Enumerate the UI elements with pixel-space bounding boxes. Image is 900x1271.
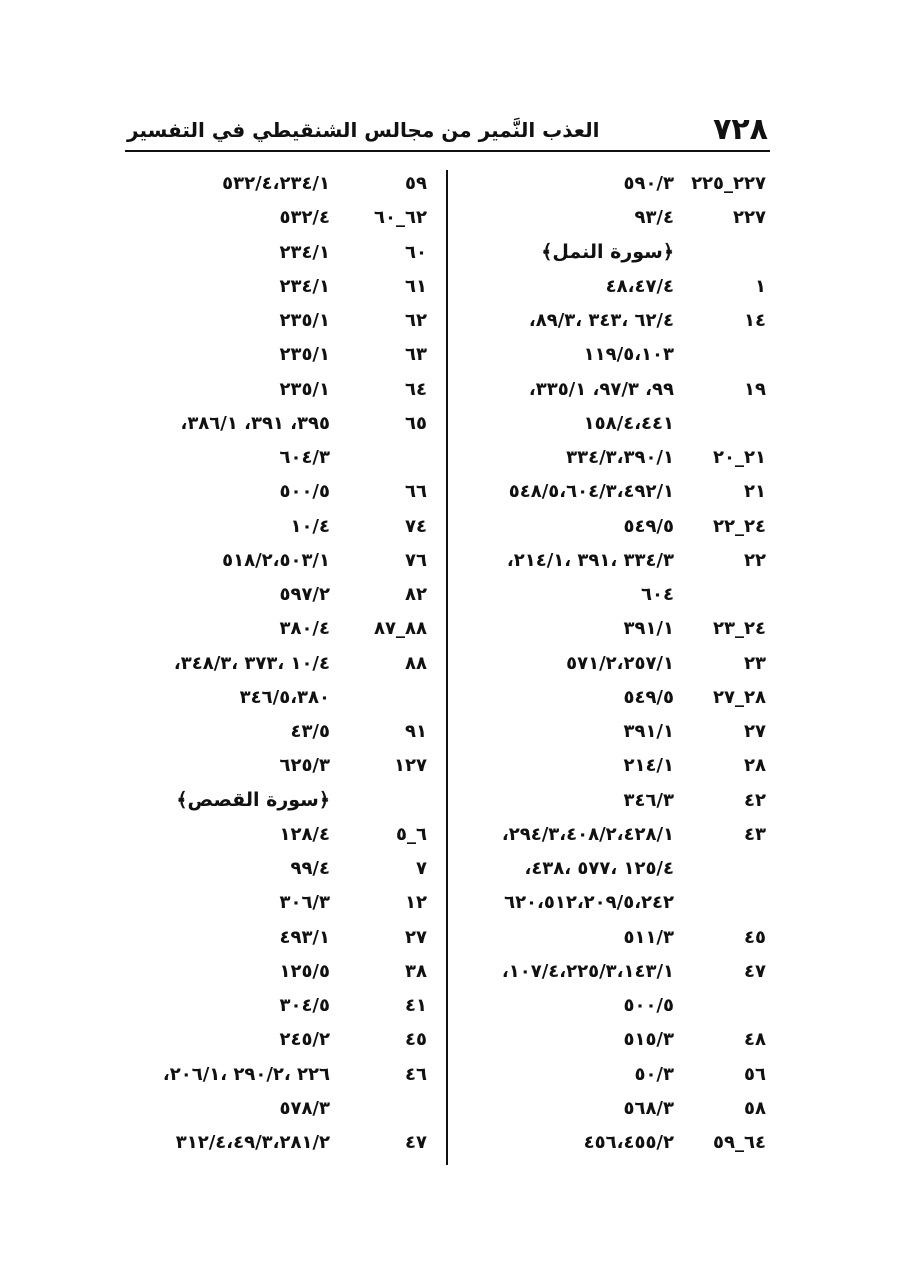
page-reference: ٦٢٠،٥١٢،٢٠٩/٥،٢٤٢: [504, 892, 674, 914]
verse-number: ٢٢٧_٢٢٥: [691, 173, 766, 194]
page-reference: ٤٨،٤٧/٤: [605, 275, 674, 297]
page-reference: ٢٤٥/٢: [279, 1029, 330, 1051]
page-reference: ١٢٥/٤ ،٥٧٧ ،٤٣٨،: [524, 858, 674, 879]
page-reference: ٦٠٤/٣: [279, 447, 330, 468]
index-row: [460, 1128, 770, 1162]
index-row: [460, 238, 770, 272]
page-reference: ٥٧٨/٣: [279, 1097, 330, 1119]
verse-number: ٢٣: [744, 652, 766, 674]
index-row: [460, 443, 770, 477]
page-reference: ٥٧١/٢،٢٥٧/١: [566, 652, 674, 674]
running-header: [125, 110, 770, 150]
page-number: ٧٢٨: [713, 112, 768, 147]
verse-number: ٥٦: [744, 1063, 766, 1085]
page-reference: ٩٩، ٩٧/٣، ٣٣٥/١،: [528, 378, 674, 400]
verse-number: ١٢٧: [394, 755, 427, 777]
index-row: [460, 888, 770, 922]
index-row: [120, 786, 435, 820]
page-reference: ٣١٢/٤،٤٩/٣،٢٨١/٢: [175, 1132, 330, 1153]
page-reference: ٢٣٥/١: [279, 344, 330, 366]
verse-number: ٢٢٧: [733, 207, 766, 229]
page-reference: ٥٤٩/٥: [623, 686, 674, 708]
page-reference: ١٠/٤: [290, 515, 330, 537]
index-row: [460, 786, 770, 820]
index-row: [460, 409, 770, 443]
index-row: [120, 923, 435, 957]
page-reference: ١٠٧/٤،٢٢٥/٣،١٤٣/١،: [501, 960, 674, 982]
index-row: [460, 820, 770, 854]
page-reference: ٥١٥/٣: [623, 1029, 674, 1051]
page-reference: ١٥٨/٤،٤٤١: [583, 412, 674, 434]
verse-number: ٤٧: [405, 1132, 427, 1153]
verse-number: ٦_٥: [396, 823, 427, 845]
index-column-right: [460, 169, 770, 1162]
index-row: [120, 477, 435, 511]
index-row: [120, 580, 435, 614]
index-row: [120, 1128, 435, 1162]
index-row: [460, 340, 770, 374]
verse-number: ٩١: [405, 721, 427, 742]
index-row: [460, 854, 770, 888]
index-row: [460, 375, 770, 409]
verse-number: ٥٩: [405, 173, 427, 194]
index-row: [460, 477, 770, 511]
verse-number: ٢٤_٢٣: [713, 618, 766, 640]
page-reference: ٢٣٤/١: [279, 241, 330, 263]
index-row: [120, 375, 435, 409]
page-reference: ٣٩١/١: [623, 721, 674, 742]
index-row: [460, 649, 770, 683]
verse-number: ٦٤_٥٩: [713, 1132, 766, 1153]
index-row: [460, 546, 770, 580]
verse-number: ٦٥: [405, 412, 427, 434]
verse-number: ٦٢: [405, 310, 427, 331]
page-reference: ١١٩/٥،١٠٣: [583, 344, 674, 366]
page-reference: ١٠/٤ ،٣٧٣ ،٣٤٨/٣،: [173, 652, 330, 674]
index-row: [460, 272, 770, 306]
index-row: [460, 717, 770, 751]
index-row: [120, 512, 435, 546]
page-reference: ٣٩٥، ٣٩١، ٣٨٦/١،: [180, 412, 330, 434]
page-reference: ٥٤٩/٥: [623, 515, 674, 537]
verse-number: ٧: [416, 858, 427, 879]
page-reference: ٤٩٣/١: [279, 926, 330, 948]
index-row: [460, 203, 770, 237]
page-reference: ١٢٨/٤: [279, 823, 330, 845]
page-reference: ٢٩٤/٣،٤٠٨/٢،٤٢٨/١،: [501, 823, 674, 845]
page-reference: ٥١١/٣: [623, 926, 674, 948]
index-row: [460, 580, 770, 614]
verse-number: ٢٧: [744, 721, 766, 742]
page-reference: ٥٩٧/٢: [279, 584, 330, 605]
verse-number: ٦٦: [405, 481, 427, 503]
index-row: [120, 203, 435, 237]
verse-number: ٨٨_٨٧: [374, 618, 427, 640]
index-row: [120, 683, 435, 717]
page-reference: ٢٣٥/١: [279, 310, 330, 331]
verse-number: ١٢: [405, 892, 427, 914]
index-row: [460, 169, 770, 203]
index-row: [120, 717, 435, 751]
page-reference: ٢٢٦ ،٢٩٠/٢ ،٢٠٦/١،: [162, 1063, 330, 1085]
verse-number: ٤٦: [405, 1063, 427, 1085]
page-reference: ٩٣/٤: [634, 207, 674, 229]
page-reference: ٣٩١/١: [623, 618, 674, 640]
index-row: [460, 1060, 770, 1094]
verse-number: ٥٨: [744, 1097, 766, 1119]
index-row: [460, 991, 770, 1025]
index-row: [120, 443, 435, 477]
page-reference: ٢١٤/١: [623, 755, 674, 777]
page-reference: ٢٣٤/١: [279, 275, 330, 297]
verse-number: ٦٠: [405, 241, 427, 263]
index-row: [120, 1025, 435, 1059]
page-reference: ٦٢/٤ ،٣٤٣ ،٨٩/٣،: [528, 310, 674, 331]
index-row: [120, 340, 435, 374]
verse-number: ٢٨: [744, 755, 766, 777]
index-row: [460, 614, 770, 648]
index-row: [120, 1060, 435, 1094]
index-row: [460, 923, 770, 957]
surah-heading: ﴿سورة النمل﴾: [541, 240, 674, 263]
page-reference: ٥٣٢/٤: [279, 207, 330, 229]
verse-number: ٧٦: [405, 549, 427, 571]
page-reference: ٥١٨/٢،٥٠٣/١: [222, 549, 330, 571]
index-row: [120, 854, 435, 888]
page-reference: ٥٠/٣: [634, 1063, 674, 1085]
page-reference: ٥٤٨/٥،٦٠٤/٣،٤٩٢/١: [508, 481, 674, 503]
page-reference: ٦٢٥/٣: [279, 755, 330, 777]
index-row: [120, 888, 435, 922]
verse-number: ١٩: [744, 378, 766, 400]
verse-number: ٨٨: [405, 652, 427, 674]
verse-number: ٦٣: [405, 344, 427, 366]
verse-number: ٤٢: [744, 789, 766, 811]
verse-number: ٢٤_٢٢: [713, 515, 766, 537]
index-row: [120, 272, 435, 306]
page-reference: ٥٠٠/٥: [623, 995, 674, 1016]
verse-number: ٢١: [744, 481, 766, 503]
index-column-left: [120, 169, 435, 1162]
verse-number: ٢٨_٢٧: [713, 686, 766, 708]
index-row: [120, 991, 435, 1025]
page-reference: ٣٨٠/٤: [279, 618, 330, 640]
page-reference: ٣٤٦/٥،٣٨٠: [239, 686, 330, 708]
index-row: [460, 683, 770, 717]
index-row: [460, 306, 770, 340]
page-reference: ٥٩٠/٣: [623, 173, 674, 194]
verse-number: ٤٧: [744, 960, 766, 982]
header-rule: [125, 150, 770, 152]
index-row: [460, 1094, 770, 1128]
page-reference: ٥٦٨/٣: [623, 1097, 674, 1119]
index-row: [120, 1094, 435, 1128]
verse-number: ٦١: [405, 275, 427, 297]
verse-number: ٢٧: [405, 926, 427, 948]
page-reference: ٣٤٦/٣: [623, 789, 674, 811]
verse-number: ٣٨: [405, 960, 427, 982]
index-row: [120, 649, 435, 683]
index-row: [120, 614, 435, 648]
index-row: [120, 751, 435, 785]
verse-number: ٦٢_٦٠: [374, 207, 427, 229]
index-row: [460, 751, 770, 785]
index-row: [120, 546, 435, 580]
page-reference: ٦٠٤: [641, 584, 674, 605]
verse-number: ٢١_٢٠: [713, 447, 766, 468]
verse-number: ٢٢: [744, 549, 766, 571]
index-row: [460, 512, 770, 546]
verse-number: ٨٢: [405, 584, 427, 605]
page-reference: ٥٣٢/٤،٢٣٤/١: [222, 173, 330, 194]
verse-number: ١: [755, 275, 766, 297]
page-reference: ٣٣٤/٣،٣٩٠/١: [566, 447, 674, 468]
index-row: [460, 957, 770, 991]
page-reference: ٢٣٥/١: [279, 378, 330, 400]
page-reference: ٣٠٤/٥: [279, 995, 330, 1016]
column-divider: [446, 170, 448, 1165]
verse-number: ٤٨: [744, 1029, 766, 1051]
index-row: [120, 820, 435, 854]
verse-number: ١٤: [744, 310, 766, 331]
index-row: [120, 409, 435, 443]
page-reference: ٣٣٤/٣ ،٣٩١ ،٢١٤/١،: [506, 549, 674, 571]
index-row: [460, 1025, 770, 1059]
page-reference: ١٢٥/٥: [279, 960, 330, 982]
index-row: [120, 238, 435, 272]
index-row: [120, 957, 435, 991]
page-reference: ٩٩/٤: [290, 858, 330, 879]
verse-number: ٧٤: [405, 515, 427, 537]
page-reference: ٥٠٠/٥: [279, 481, 330, 503]
surah-heading: ﴿سورة القصص﴾: [176, 788, 330, 811]
page-reference: ٤٥٦،٤٥٥/٢: [583, 1132, 674, 1153]
verse-number: ٦٤: [405, 378, 427, 400]
verse-number: ٤٥: [405, 1029, 427, 1051]
page-reference: ٤٣/٥: [290, 721, 330, 742]
verse-number: ٤٣: [744, 823, 766, 845]
running-title: العذب النَّمير من مجالس الشنقيطي في التفسير: [127, 118, 600, 142]
page-reference: ٣٠٦/٣: [279, 892, 330, 914]
index-row: [120, 306, 435, 340]
index-row: [120, 169, 435, 203]
verse-number: ٤١: [405, 995, 427, 1016]
verse-number: ٤٥: [744, 926, 766, 948]
